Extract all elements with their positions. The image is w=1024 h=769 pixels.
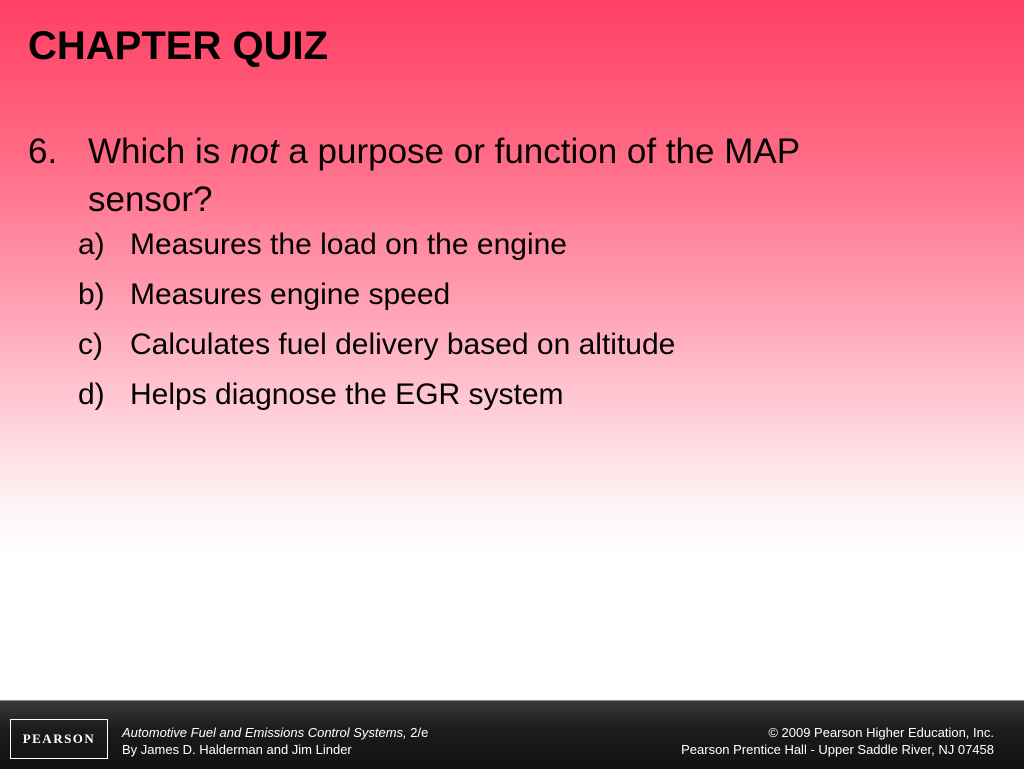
option-letter: b): [78, 278, 105, 311]
book-authors: By James D. Halderman and Jim Linder: [122, 742, 352, 757]
slide-footer: [0, 700, 1024, 769]
question-text: [88, 128, 928, 224]
option-letter: d): [78, 378, 105, 411]
book-info: [122, 724, 428, 758]
slide-title: CHAPTER QUIZ: [28, 24, 328, 68]
book-edition: 2/e: [406, 725, 429, 740]
book-title: Automotive Fuel and Emissions Control Systems,: [122, 725, 407, 740]
option-text: Helps diagnose the EGR system: [130, 378, 564, 411]
copyright-text: © 2009 Pearson Higher Education, Inc.: [768, 725, 994, 740]
option-text: Measures engine speed: [130, 278, 451, 311]
question-text-emphasis: not: [229, 132, 279, 171]
pearson-logo: PEARSON: [10, 719, 108, 759]
question-text-before: Which is: [88, 132, 230, 171]
question-text-after: a purpose or function of the MAP sensor?: [88, 132, 800, 219]
option-letter: a): [78, 228, 105, 261]
copyright-info: [681, 724, 994, 758]
option-text: Measures the load on the engine: [130, 228, 567, 261]
option-text: Calculates fuel delivery based on altitude: [130, 328, 676, 361]
publisher-text: Pearson Prentice Hall - Upper Saddle River, NJ 07458: [681, 742, 994, 757]
question-number: 6.: [28, 132, 58, 171]
option-letter: c): [78, 328, 103, 361]
book-title-line: [122, 724, 428, 741]
